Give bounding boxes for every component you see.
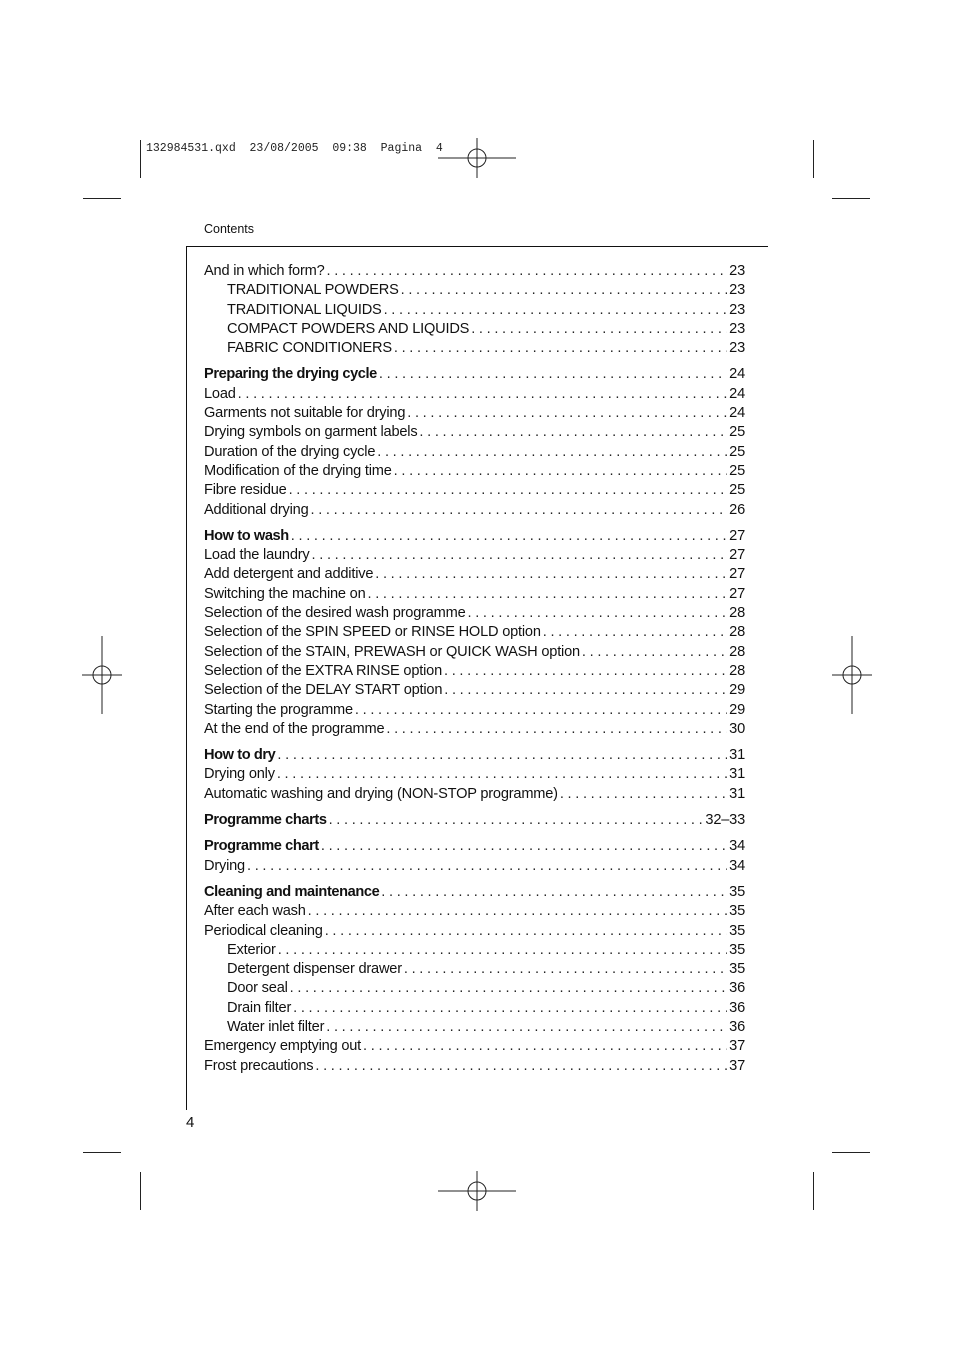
toc-entry-title: Exterior — [227, 941, 276, 958]
toc-leader-dots — [471, 320, 727, 339]
print-slug: 132984531.qxd 23/08/2005 09:38 Pagina 4 — [146, 142, 443, 155]
toc-entry-page: 28 — [729, 643, 745, 660]
toc-leader-dots — [582, 643, 727, 662]
toc-leader-dots — [329, 811, 704, 830]
toc-entry-page: 35 — [729, 922, 745, 939]
toc-entry-title: Selection of the EXTRA RINSE option — [204, 662, 442, 679]
toc-entry[interactable] — [204, 623, 745, 642]
toc-entry-title: Frost precautions — [204, 1057, 314, 1074]
toc-leader-dots — [321, 837, 727, 856]
toc-entry[interactable] — [204, 443, 745, 462]
toc-entry-title: Selection of the DELAY START option — [204, 682, 443, 699]
toc-leader-dots — [419, 423, 727, 442]
toc-leader-dots — [291, 527, 727, 546]
toc-entry-page: 23 — [729, 282, 745, 299]
toc-entry[interactable] — [204, 585, 745, 604]
registration-mark-right-icon — [832, 636, 872, 714]
toc-entry[interactable] — [204, 960, 745, 979]
registration-mark-left-icon — [82, 636, 122, 714]
toc-leader-dots — [379, 365, 727, 384]
toc-entry-title: Modification of the drying time — [204, 462, 392, 479]
toc-entry-page: 29 — [729, 701, 745, 718]
toc-entry-page: 25 — [729, 482, 745, 499]
toc-entry-page: 26 — [729, 501, 745, 518]
toc-entry-page: 35 — [729, 961, 745, 978]
toc-leader-dots — [290, 979, 727, 998]
toc-entry-page: 28 — [729, 662, 745, 679]
toc-entry-page: 37 — [729, 1038, 745, 1055]
toc-entry-title: Detergent dispenser drawer — [227, 961, 402, 978]
toc-entry[interactable] — [204, 423, 745, 442]
toc-leader-dots — [293, 999, 727, 1018]
toc-leader-dots — [468, 604, 728, 623]
toc-entry[interactable] — [204, 643, 745, 662]
toc-entry-page: 24 — [729, 366, 745, 383]
toc-entry-page: 31 — [729, 785, 745, 802]
toc-entry[interactable] — [204, 662, 745, 681]
toc-entry-page: 34 — [729, 857, 745, 874]
crop-mark-bottom-right-vertical — [813, 1172, 814, 1210]
page-number: 4 — [186, 1114, 195, 1131]
toc-entry[interactable] — [204, 811, 745, 830]
toc-entry-page: 35 — [729, 883, 745, 900]
toc-leader-dots — [444, 662, 727, 681]
toc-entry[interactable] — [204, 1057, 745, 1076]
toc-leader-dots — [327, 262, 728, 281]
toc-entry[interactable] — [204, 281, 745, 300]
toc-leader-dots — [247, 857, 727, 876]
toc-entry-title: How to wash — [204, 527, 289, 544]
toc-entry-page: 28 — [729, 605, 745, 622]
toc-entry-title: Drain filter — [227, 999, 292, 1016]
toc-leader-dots — [315, 1057, 727, 1076]
toc-leader-dots — [363, 1037, 727, 1056]
toc-entry-page: 35 — [729, 941, 745, 958]
table-of-contents — [204, 262, 745, 1076]
toc-entry[interactable] — [204, 565, 745, 584]
toc-entry-page: 31 — [729, 747, 745, 764]
toc-leader-dots — [311, 501, 728, 520]
toc-entry-title: Water inlet filter — [227, 1018, 325, 1035]
toc-entry[interactable] — [204, 604, 745, 623]
toc-entry-page: 23 — [729, 301, 745, 318]
toc-leader-dots — [325, 922, 727, 941]
toc-entry-title: Programme chart — [204, 838, 319, 855]
toc-entry-page: 23 — [729, 340, 745, 357]
toc-leader-dots — [444, 681, 727, 700]
toc-leader-dots — [407, 404, 727, 423]
crop-mark-top-right-vertical — [813, 140, 814, 178]
toc-entry-page: 25 — [729, 462, 745, 479]
toc-entry[interactable] — [204, 1018, 745, 1037]
toc-entry-page: 37 — [729, 1057, 745, 1074]
toc-entry-title: Duration of the drying cycle — [204, 443, 376, 460]
toc-entry-page: 24 — [729, 385, 745, 402]
toc-entry-title: Switching the machine on — [204, 585, 366, 602]
toc-entry[interactable] — [204, 365, 745, 384]
toc-entry[interactable] — [204, 385, 745, 404]
toc-leader-dots — [401, 281, 728, 300]
crop-mark-bottom-right-horizontal — [832, 1152, 870, 1153]
toc-leader-dots — [355, 701, 727, 720]
left-margin-rule — [186, 246, 187, 1110]
toc-leader-dots — [384, 301, 728, 320]
toc-entry-title: TRADITIONAL POWDERS — [227, 282, 399, 299]
toc-entry-page: 31 — [729, 766, 745, 783]
toc-entry-title: Load the laundry — [204, 547, 310, 564]
page-header-title: Contents — [204, 222, 255, 236]
toc-entry[interactable] — [204, 501, 745, 520]
toc-entry[interactable] — [204, 320, 745, 339]
toc-entry[interactable] — [204, 902, 745, 921]
toc-leader-dots — [312, 546, 728, 565]
toc-entry-title: Periodical cleaning — [204, 922, 323, 939]
toc-entry-page: 27 — [729, 566, 745, 583]
toc-entry-page: 27 — [729, 585, 745, 602]
toc-entry-title: Starting the programme — [204, 701, 353, 718]
header-rule — [186, 246, 768, 247]
toc-entry-title: At the end of the programme — [204, 720, 385, 737]
toc-entry[interactable] — [204, 746, 745, 765]
toc-leader-dots — [278, 941, 727, 960]
toc-entry-title: After each wash — [204, 903, 306, 920]
toc-entry-title: Emergency emptying out — [204, 1038, 362, 1055]
toc-leader-dots — [381, 883, 727, 902]
toc-entry-page: 28 — [729, 624, 745, 641]
toc-entry-title: Drying only — [204, 766, 275, 783]
toc-entry-title: Fibre residue — [204, 482, 287, 499]
toc-leader-dots — [368, 585, 728, 604]
toc-entry-title: Add detergent and additive — [204, 566, 374, 583]
toc-entry[interactable] — [204, 546, 745, 565]
toc-leader-dots — [394, 339, 727, 358]
registration-mark-top-icon — [438, 138, 516, 178]
toc-entry-page: 29 — [729, 682, 745, 699]
toc-entry-title: How to dry — [204, 747, 276, 764]
toc-leader-dots — [394, 462, 727, 481]
toc-entry-title: COMPACT POWDERS AND LIQUIDS — [227, 320, 470, 337]
toc-leader-dots — [377, 443, 727, 462]
toc-entry-page: 30 — [729, 720, 745, 737]
toc-entry[interactable] — [204, 720, 745, 739]
toc-entry-page: 27 — [729, 527, 745, 544]
toc-entry-page: 36 — [729, 980, 745, 997]
toc-entry-title: FABRIC CONDITIONERS — [227, 340, 392, 357]
toc-entry-title: Cleaning and maintenance — [204, 883, 380, 900]
toc-entry[interactable] — [204, 462, 745, 481]
toc-entry-page: 36 — [729, 1018, 745, 1035]
toc-leader-dots — [404, 960, 727, 979]
toc-entry[interactable] — [204, 837, 745, 856]
toc-entry[interactable] — [204, 701, 745, 720]
crop-mark-bottom-left-horizontal — [83, 1152, 121, 1153]
toc-entry-page: 34 — [729, 838, 745, 855]
toc-entry-title: Garments not suitable for drying — [204, 405, 406, 422]
toc-leader-dots — [560, 785, 727, 804]
toc-entry[interactable] — [204, 883, 745, 902]
toc-entry[interactable] — [204, 765, 745, 784]
toc-entry-page: 35 — [729, 903, 745, 920]
toc-leader-dots — [375, 565, 727, 584]
toc-entry[interactable] — [204, 1037, 745, 1056]
toc-entry-page: 25 — [729, 443, 745, 460]
toc-leader-dots — [326, 1018, 727, 1037]
crop-mark-top-right-horizontal — [832, 198, 870, 199]
toc-entry-page: 24 — [729, 405, 745, 422]
toc-entry-title: Selection of the STAIN, PREWASH or QUICK WASH option — [204, 643, 580, 660]
toc-entry[interactable] — [204, 404, 745, 423]
toc-entry-page: 25 — [729, 424, 745, 441]
toc-entry-title: Load — [204, 385, 236, 402]
toc-leader-dots — [238, 385, 727, 404]
toc-entry-page: 23 — [729, 263, 745, 279]
toc-leader-dots — [277, 765, 727, 784]
toc-entry[interactable] — [204, 481, 745, 500]
toc-entry[interactable] — [204, 941, 745, 960]
toc-entry-title: Preparing the drying cycle — [204, 366, 377, 383]
toc-entry-title: And in which form? — [204, 263, 325, 279]
toc-entry[interactable] — [204, 857, 745, 876]
toc-entry[interactable] — [204, 785, 745, 804]
toc-entry[interactable] — [204, 262, 745, 281]
toc-entry[interactable] — [204, 979, 745, 998]
toc-entry[interactable] — [204, 999, 745, 1018]
toc-entry-title: Door seal — [227, 980, 288, 997]
toc-leader-dots — [277, 746, 727, 765]
toc-leader-dots — [386, 720, 727, 739]
toc-entry-title: Programme charts — [204, 812, 327, 829]
toc-entry[interactable] — [204, 339, 745, 358]
toc-entry[interactable] — [204, 681, 745, 700]
toc-entry-title: Drying — [204, 857, 245, 874]
registration-mark-bottom-icon — [438, 1171, 516, 1211]
toc-leader-dots — [543, 623, 727, 642]
toc-entry[interactable] — [204, 301, 745, 320]
toc-leader-dots — [289, 481, 728, 500]
toc-entry-page: 27 — [729, 547, 745, 564]
toc-entry-title: Drying symbols on garment labels — [204, 424, 418, 441]
toc-entry[interactable] — [204, 922, 745, 941]
toc-entry-title: Automatic washing and drying (NON-STOP programme) — [204, 785, 558, 802]
crop-mark-top-left-vertical — [140, 140, 141, 178]
toc-entry-page: 23 — [729, 320, 745, 337]
toc-entry-page: 32–33 — [705, 812, 745, 829]
toc-entry-title: TRADITIONAL LIQUIDS — [227, 301, 382, 318]
toc-entry[interactable] — [204, 527, 745, 546]
crop-mark-bottom-left-vertical — [140, 1172, 141, 1210]
toc-entry-page: 36 — [729, 999, 745, 1016]
toc-entry-title: Selection of the desired wash programme — [204, 605, 466, 622]
crop-mark-top-left-horizontal — [83, 198, 121, 199]
toc-entry-title: Additional drying — [204, 501, 309, 518]
toc-entry-title: Selection of the SPIN SPEED or RINSE HOLD option — [204, 624, 541, 641]
toc-leader-dots — [308, 902, 728, 921]
